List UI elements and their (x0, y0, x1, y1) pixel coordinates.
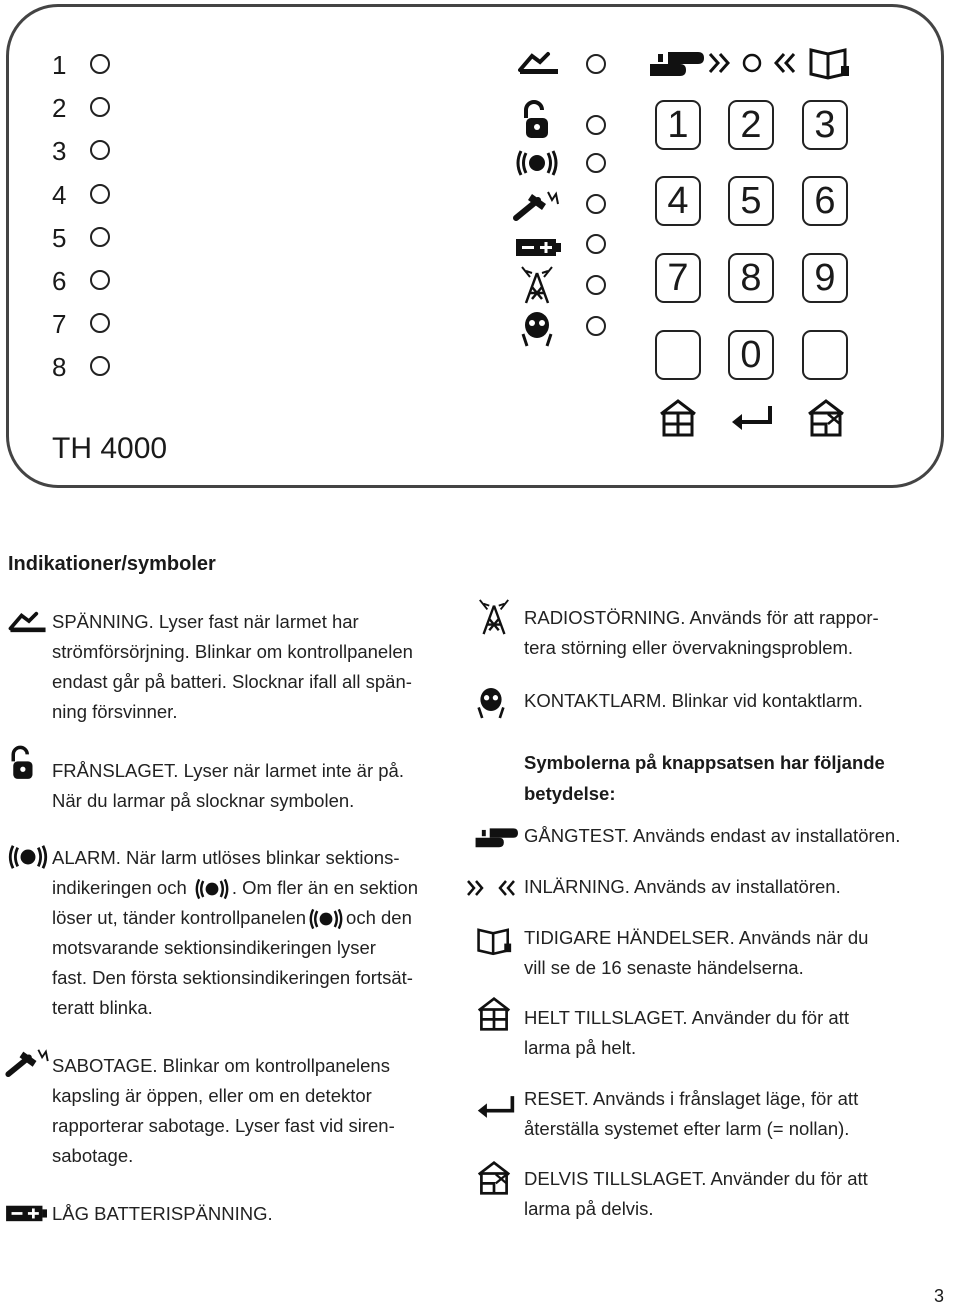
key-7[interactable]: 7 (655, 253, 701, 303)
key-0[interactable]: 0 (728, 330, 774, 380)
tamper-hammer-icon (4, 1046, 52, 1078)
contact-alarm-icon (476, 686, 506, 720)
tamper-description: SABOTAGE. Blinkar om kontrollpanelens kapsling är öppen, eller om en detektor rapporterar sabotage. Lyser fast vid siren- sabotage. (52, 1055, 395, 1166)
zone-led-5 (90, 227, 110, 247)
walk-test-description: GÅNGTEST. Används endast av installatören. (524, 825, 901, 846)
status-led-power (586, 54, 606, 74)
learn-description: INLÄRNING. Används av installatören. (524, 876, 841, 897)
radio-interference-icon (518, 265, 556, 305)
key-8[interactable]: 8 (728, 253, 774, 303)
zone-led-1 (90, 54, 110, 74)
house-full-arm-icon[interactable] (658, 398, 698, 438)
section-heading: Indikationer/symboler (8, 553, 216, 575)
zone-led-8 (90, 356, 110, 376)
radio-interference-description: RADIOSTÖRNING. Används för att rappor- tera störning eller övervakningsproblem. (524, 607, 879, 658)
event-log-description: TIDIGARE HÄNDELSER. Används när du vill se de 16 senaste händelserna. (524, 927, 869, 978)
status-led-battery (586, 234, 606, 254)
model-name: TH 4000 (52, 432, 168, 465)
event-log-book-icon[interactable] (808, 46, 850, 80)
key-3[interactable]: 3 (802, 100, 848, 150)
reset-description: RESET. Används i frånslaget läge, för att återställa systemet efter larm (= nollan). (524, 1088, 859, 1139)
zone-number-7: 7 (52, 309, 67, 339)
zone-number-3: 3 (52, 136, 67, 166)
key-5[interactable]: 5 (728, 176, 774, 226)
zone-led-4 (90, 184, 110, 204)
power-icon (518, 50, 560, 76)
learn-icon (466, 878, 516, 898)
status-led-unarmed (586, 115, 606, 135)
zone-number-2: 2 (52, 93, 67, 123)
house-partial-arm-icon[interactable] (806, 398, 846, 438)
unlocked-padlock-icon (520, 100, 552, 142)
keypad-symbols-heading: Symbolerna på knappsatsen har följande betydelse: (524, 752, 885, 804)
zone-led-3 (90, 140, 110, 160)
alarm-bell-icon (192, 877, 232, 901)
keypad-panel (6, 4, 944, 488)
key-2[interactable]: 2 (728, 100, 774, 150)
key-4[interactable]: 4 (655, 176, 701, 226)
battery-icon (516, 236, 562, 258)
status-led-contact (586, 316, 606, 336)
status-led-alarm (586, 153, 606, 173)
power-description: SPÄNNING. Lyser fast när larmet har strömförsörjning. Blinkar om kontrollpanelen endast går på batteri. Slocknar ifall all spän- ning försvinner. (52, 611, 413, 722)
zone-number-5: 5 (52, 223, 67, 253)
key-9[interactable]: 9 (802, 253, 848, 303)
battery-icon (6, 1203, 48, 1223)
status-led-tamper (586, 194, 606, 214)
unarmed-description: FRÅNSLAGET. Lyser när larmet inte är på. När du larmar på slocknar symbolen. (52, 760, 404, 811)
full-arm-description: HELT TILLSLAGET. Använder du för att larma på helt. (524, 1007, 849, 1058)
key-6[interactable]: 6 (802, 176, 848, 226)
zone-led-2 (90, 97, 110, 117)
alarm-bell-icon (6, 843, 50, 871)
learn-icon[interactable] (708, 50, 796, 76)
radio-interference-icon (476, 598, 512, 636)
event-log-book-icon (476, 926, 512, 956)
alarm-description: ALARM. När larm utlöses blinkar sektions- indikeringen och . Om fler än en sektion löser ut, tänder kontrollpanelen och den motsvarande sektionsindikeringen lyser fast. Den första sektionsindikeringen fortsät- teratt blinka. (52, 847, 418, 1018)
zone-led-7 (90, 313, 110, 333)
contact-alarm-icon (520, 310, 554, 348)
contact-alarm-description: KONTAKTLARM. Blinkar vid kontaktlarm. (524, 690, 863, 711)
key-blank-left[interactable] (655, 330, 701, 380)
alarm-bell-icon (306, 907, 346, 931)
house-partial-arm-icon (476, 1160, 512, 1196)
partial-arm-description: DELVIS TILLSLAGET. Använder du för att larma på delvis. (524, 1168, 868, 1219)
key-1[interactable]: 1 (655, 100, 701, 150)
walk-test-icon[interactable] (648, 48, 704, 78)
zone-number-4: 4 (52, 180, 67, 210)
alarm-bell-icon (514, 148, 560, 178)
zone-number-1: 1 (52, 50, 67, 80)
status-led-radio (586, 275, 606, 295)
walk-test-icon (474, 824, 518, 850)
low-battery-description: LÅG BATTERISPÄNNING. (52, 1203, 273, 1224)
enter-reset-icon (476, 1094, 516, 1120)
page-number: 3 (933, 1286, 944, 1306)
enter-reset-icon[interactable] (730, 404, 774, 432)
house-full-arm-icon (476, 996, 512, 1032)
zone-led-6 (90, 270, 110, 290)
key-blank-right[interactable] (802, 330, 848, 380)
zone-number-6: 6 (52, 266, 67, 296)
unlocked-padlock-icon (8, 745, 36, 783)
power-icon (8, 610, 48, 634)
tamper-hammer-icon (512, 188, 562, 222)
zone-number-8: 8 (52, 352, 67, 382)
